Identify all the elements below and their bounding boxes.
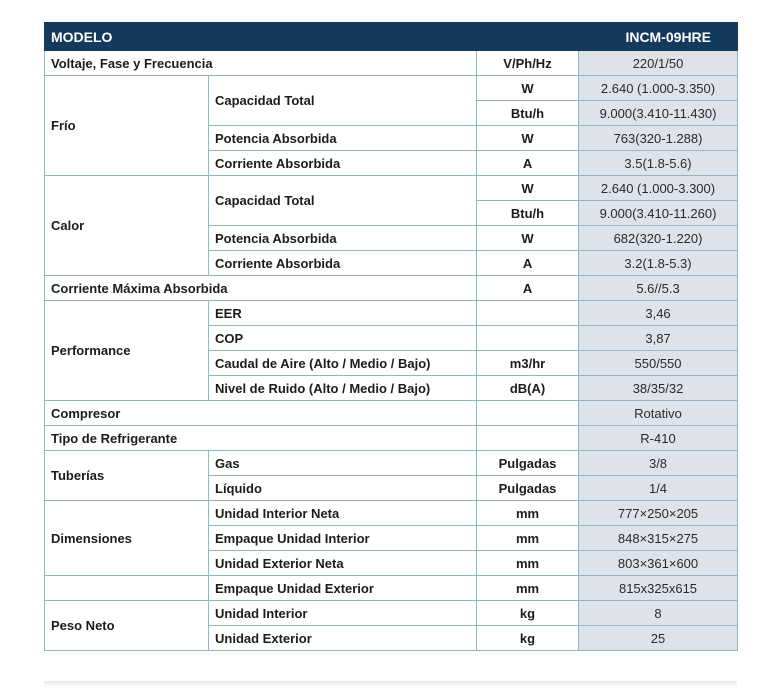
frio-capacidad-value-w: 2.640 (1.000-3.350) bbox=[579, 76, 738, 101]
frio-corriente-label: Corriente Absorbida bbox=[209, 151, 477, 176]
emp-ext-group-cell bbox=[45, 576, 209, 601]
ext-neta-value: 803×361×600 bbox=[579, 551, 738, 576]
refrigerante-label: Tipo de Refrigerante bbox=[45, 426, 477, 451]
table-bottom-shadow bbox=[44, 681, 737, 687]
ruido-unit: dB(A) bbox=[477, 376, 579, 401]
emp-ext-value: 815x325x615 bbox=[579, 576, 738, 601]
peso-exterior-label: Unidad Exterior bbox=[209, 626, 477, 651]
peso-interior-label: Unidad Interior bbox=[209, 601, 477, 626]
frio-group-label: Frío bbox=[45, 76, 209, 176]
caudal-unit: m3/hr bbox=[477, 351, 579, 376]
calor-capacidad-unit-w: W bbox=[477, 176, 579, 201]
spec-table bbox=[44, 22, 738, 651]
cop-unit-cell bbox=[477, 326, 579, 351]
eer-label: EER bbox=[209, 301, 477, 326]
emp-int-unit: mm bbox=[477, 526, 579, 551]
table-row bbox=[45, 451, 738, 476]
int-neta-value: 777×250×205 bbox=[579, 501, 738, 526]
corriente-max-unit: A bbox=[477, 276, 579, 301]
table-row bbox=[45, 301, 738, 326]
table-row bbox=[45, 51, 738, 76]
ruido-value: 38/35/32 bbox=[579, 376, 738, 401]
table-row bbox=[45, 276, 738, 301]
compresor-value: Rotativo bbox=[579, 401, 738, 426]
emp-ext-label: Empaque Unidad Exterior bbox=[209, 576, 477, 601]
caudal-label: Caudal de Aire (Alto / Medio / Bajo) bbox=[209, 351, 477, 376]
gas-value: 3/8 bbox=[579, 451, 738, 476]
table-header-row bbox=[45, 23, 738, 51]
calor-potencia-label: Potencia Absorbida bbox=[209, 226, 477, 251]
calor-potencia-unit: W bbox=[477, 226, 579, 251]
emp-int-label: Empaque Unidad Interior bbox=[209, 526, 477, 551]
dimensiones-group-label: Dimensiones bbox=[45, 501, 209, 576]
ext-neta-unit: mm bbox=[477, 551, 579, 576]
gas-unit: Pulgadas bbox=[477, 451, 579, 476]
calor-corriente-value: 3.2(1.8-5.3) bbox=[579, 251, 738, 276]
table-row bbox=[45, 176, 738, 201]
frio-potencia-value: 763(320-1.288) bbox=[579, 126, 738, 151]
liquido-value: 1/4 bbox=[579, 476, 738, 501]
corriente-max-value: 5.6//5.3 bbox=[579, 276, 738, 301]
peso-interior-value: 8 bbox=[579, 601, 738, 626]
peso-exterior-value: 25 bbox=[579, 626, 738, 651]
tuberias-group-label: Tuberías bbox=[45, 451, 209, 501]
caudal-value: 550/550 bbox=[579, 351, 738, 376]
frio-capacidad-label: Capacidad Total bbox=[209, 76, 477, 126]
ext-neta-label: Unidad Exterior Neta bbox=[209, 551, 477, 576]
frio-potencia-label: Potencia Absorbida bbox=[209, 126, 477, 151]
emp-int-value: 848×315×275 bbox=[579, 526, 738, 551]
refrigerante-value: R-410 bbox=[579, 426, 738, 451]
liquido-label: Líquido bbox=[209, 476, 477, 501]
table-row bbox=[45, 401, 738, 426]
compresor-label: Compresor bbox=[45, 401, 477, 426]
voltaje-label: Voltaje, Fase y Frecuencia bbox=[45, 51, 477, 76]
frio-potencia-unit: W bbox=[477, 126, 579, 151]
cop-label: COP bbox=[209, 326, 477, 351]
frio-capacidad-unit-w: W bbox=[477, 76, 579, 101]
header-model: INCM-09HRE bbox=[579, 23, 738, 51]
calor-capacidad-unit-btu: Btu/h bbox=[477, 201, 579, 226]
table-row bbox=[45, 426, 738, 451]
header-label: MODELO bbox=[45, 23, 579, 51]
cop-value: 3,87 bbox=[579, 326, 738, 351]
table-row bbox=[45, 76, 738, 101]
frio-capacidad-value-btu: 9.000(3.410-11.430) bbox=[579, 101, 738, 126]
voltaje-value: 220/1/50 bbox=[579, 51, 738, 76]
calor-capacidad-label: Capacidad Total bbox=[209, 176, 477, 226]
frio-corriente-unit: A bbox=[477, 151, 579, 176]
calor-corriente-unit: A bbox=[477, 251, 579, 276]
table-row bbox=[45, 501, 738, 526]
frio-capacidad-unit-btu: Btu/h bbox=[477, 101, 579, 126]
calor-capacidad-value-w: 2.640 (1.000-3.300) bbox=[579, 176, 738, 201]
eer-unit-cell bbox=[477, 301, 579, 326]
peso-group-label: Peso Neto bbox=[45, 601, 209, 651]
eer-value: 3,46 bbox=[579, 301, 738, 326]
peso-interior-unit: kg bbox=[477, 601, 579, 626]
emp-ext-unit: mm bbox=[477, 576, 579, 601]
liquido-unit: Pulgadas bbox=[477, 476, 579, 501]
peso-exterior-unit: kg bbox=[477, 626, 579, 651]
corriente-max-label: Corriente Máxima Absorbida bbox=[45, 276, 477, 301]
compresor-unit-cell bbox=[477, 401, 579, 426]
calor-group-label: Calor bbox=[45, 176, 209, 276]
voltaje-unit: V/Ph/Hz bbox=[477, 51, 579, 76]
int-neta-label: Unidad Interior Neta bbox=[209, 501, 477, 526]
calor-capacidad-value-btu: 9.000(3.410-11.260) bbox=[579, 201, 738, 226]
int-neta-unit: mm bbox=[477, 501, 579, 526]
performance-group-label: Performance bbox=[45, 301, 209, 401]
refrigerante-unit-cell bbox=[477, 426, 579, 451]
gas-label: Gas bbox=[209, 451, 477, 476]
calor-corriente-label: Corriente Absorbida bbox=[209, 251, 477, 276]
table-row bbox=[45, 576, 738, 601]
ruido-label: Nivel de Ruido (Alto / Medio / Bajo) bbox=[209, 376, 477, 401]
calor-potencia-value: 682(320-1.220) bbox=[579, 226, 738, 251]
table-row bbox=[45, 601, 738, 626]
frio-corriente-value: 3.5(1.8-5.6) bbox=[579, 151, 738, 176]
